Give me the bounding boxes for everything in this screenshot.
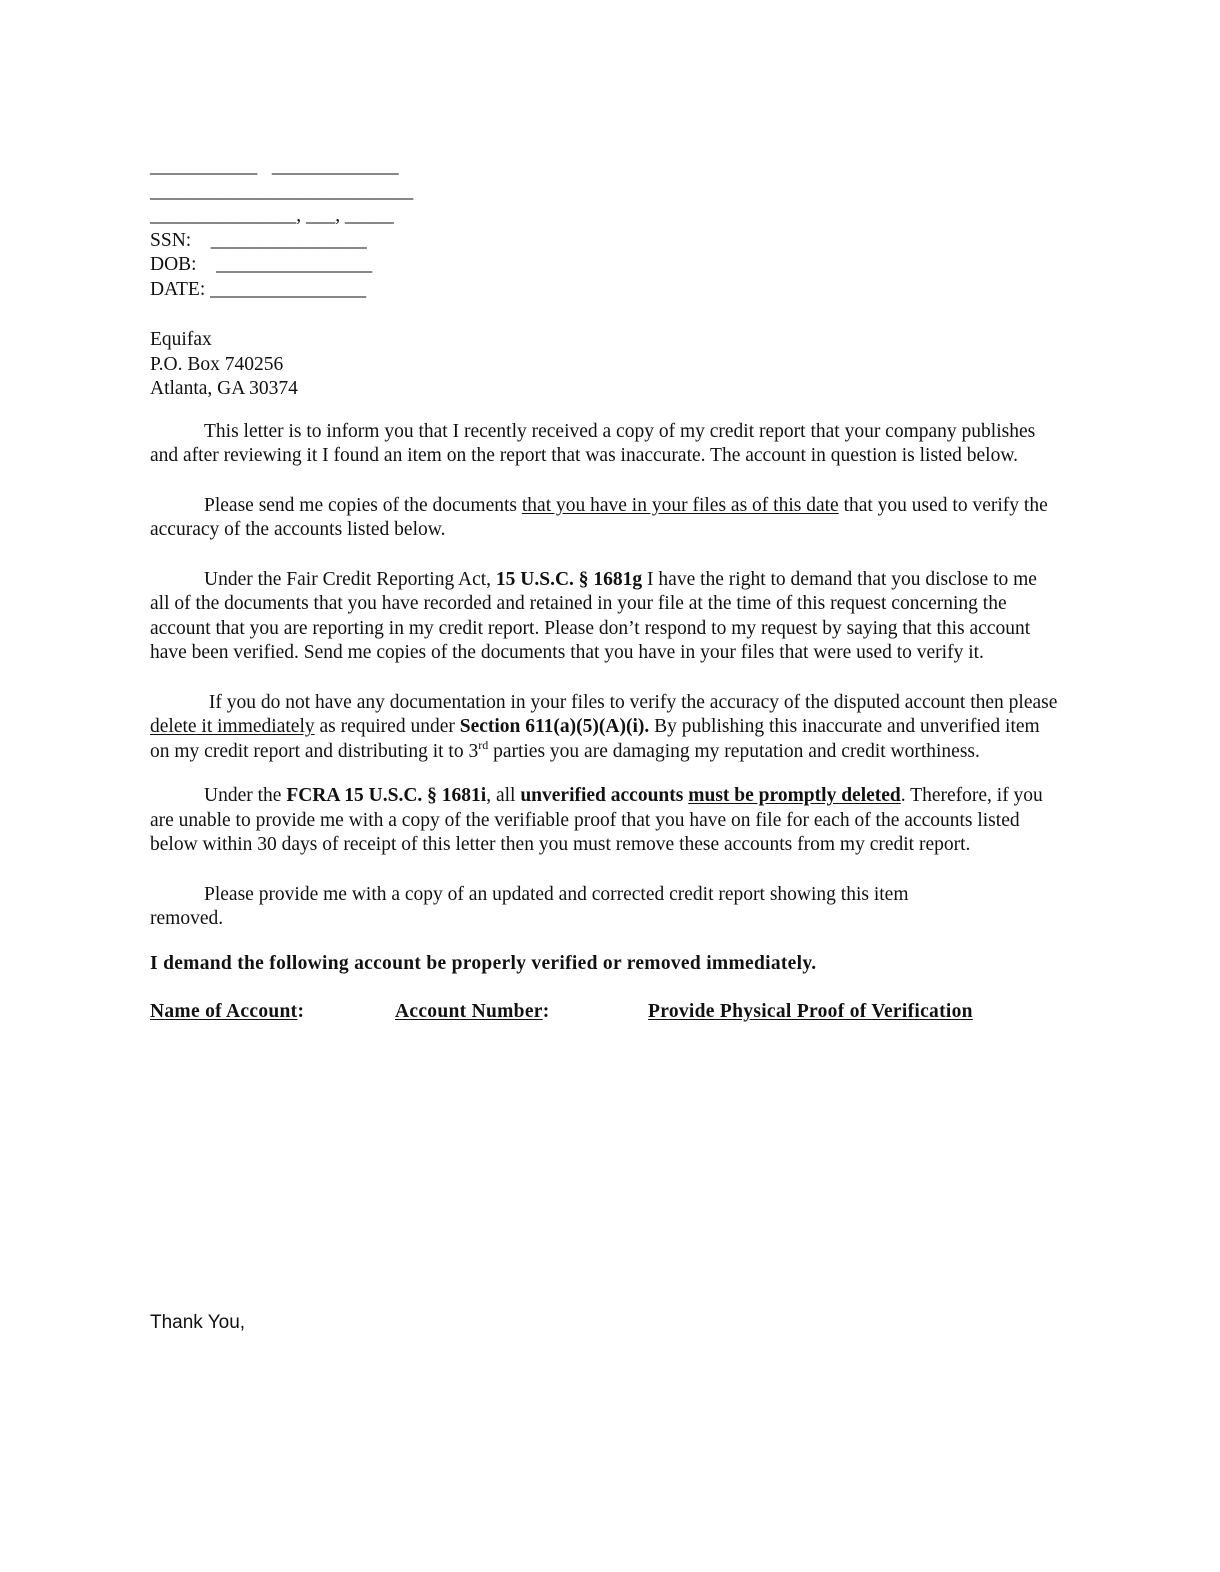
dob-row bbox=[150, 253, 1060, 278]
blank-line-1: ___________ _____________ bbox=[150, 156, 399, 177]
blank-line-2: ___________________________ bbox=[150, 180, 414, 202]
paragraph-2: Please send me copies of the documents that you have in your files as of this date that you used to verify the accuracy of the accounts listed below. bbox=[150, 494, 1048, 540]
paragraph-4: If you do not have any documentation in your files to verify the accuracy of the disputed account then please delete it immediately as required under Section 611(a)(5)(A)(i). By publishing this inaccurate and unverified item on my credit report and distributing it to 3rd parties you are damaging my reputation and credit worthiness. bbox=[150, 691, 1058, 762]
paragraph-5: Under the FCRA 15 U.S.C. § 1681i, all unverified accounts must be promptly deleted. Therefore, if you are unable to provide me with a copy of the verifiable proof that you have on file for each of the accounts listed below within 30 days of receipt of this letter then you must remove these accounts from my credit report. bbox=[150, 785, 1043, 855]
date-blank: ________________ bbox=[210, 278, 367, 300]
date-row bbox=[150, 278, 1060, 303]
demand-statement: I demand the following account be properly verified or removed immediately. bbox=[150, 952, 817, 974]
paragraph-3: Under the Fair Credit Reporting Act, 15 U.S.C. § 1681g I have the right to demand that you disclose to me all of the documents that you have recorded and retained in your file at the time of this request concerning the account that you are reporting in my credit report. Please don’t respond to my request by saying that this account have been verified. Send me copies of the documents that you have in your files that were used to verify it. bbox=[150, 568, 1037, 663]
column-account-number: Account Number: bbox=[395, 1001, 550, 1022]
column-proof: Provide Physical Proof of Verification bbox=[648, 1001, 973, 1022]
recipient-po-box: P.O. Box 740256 bbox=[150, 353, 284, 375]
date-label: DATE: bbox=[150, 278, 206, 300]
column-name-of-account: Name of Account: bbox=[150, 1001, 305, 1022]
ssn-label: SSN: bbox=[150, 229, 192, 251]
dob-label: DOB: bbox=[150, 254, 197, 275]
blank-line-3: _______________, ___, _____ bbox=[150, 205, 394, 226]
closing: Thank You, bbox=[150, 1312, 246, 1333]
recipient-city: Atlanta, GA 30374 bbox=[150, 378, 298, 399]
dob-blank: ________________ bbox=[216, 254, 373, 275]
paragraph-1: This letter is to inform you that I recently received a copy of my credit report that your company publishes and after reviewing it I found an item on the report that was inaccurate. The account in question is listed below. bbox=[150, 420, 1036, 466]
ssn-blank: ________________ bbox=[210, 229, 367, 251]
paragraph-6: Please provide me with a copy of an updated and corrected credit report showing this item removed. bbox=[150, 883, 909, 929]
recipient-name: Equifax bbox=[150, 329, 212, 350]
account-columns bbox=[150, 1001, 1060, 1027]
ssn-row bbox=[150, 229, 1060, 254]
letter bbox=[150, 155, 1060, 1027]
